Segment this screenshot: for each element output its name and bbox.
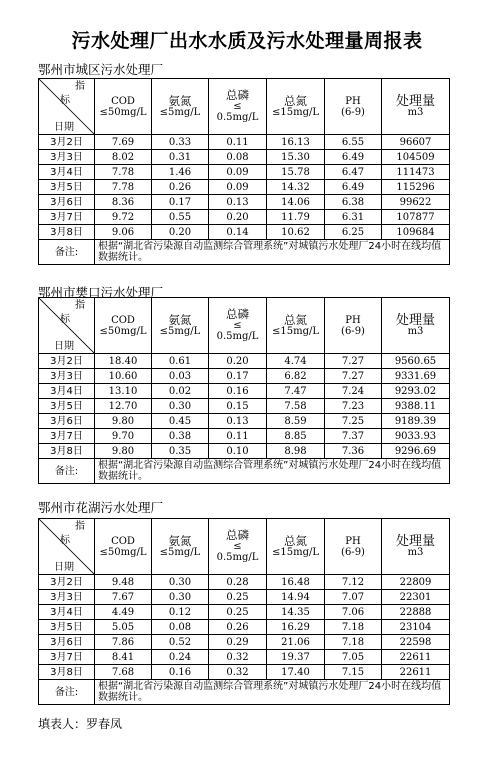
date-cell: 3月7日 bbox=[39, 650, 95, 665]
corner-label-mid: 标 bbox=[60, 95, 70, 106]
tp-cell: 0.25 bbox=[209, 590, 267, 605]
ph-cell: 6.31 bbox=[325, 210, 382, 225]
cod-cell: 8.02 bbox=[95, 150, 152, 165]
nh3-cell: 0.30 bbox=[152, 590, 209, 605]
cod-cell: 18.40 bbox=[95, 354, 152, 369]
corner-label-top: 指 bbox=[75, 300, 85, 311]
date-cell: 3月7日 bbox=[39, 210, 95, 225]
note-text: 根据“湖北省污染源自动监测综合管理系统”对城镇污水处理厂24小时在线均值数据统计。 bbox=[95, 459, 450, 484]
tp-cell: 0.32 bbox=[209, 650, 267, 665]
ph-cell: 6.25 bbox=[325, 225, 382, 240]
cod-cell: 7.78 bbox=[95, 180, 152, 195]
ph-cell: 7.07 bbox=[325, 590, 382, 605]
date-cell: 3月7日 bbox=[39, 429, 95, 444]
tp-cell: 0.32 bbox=[209, 665, 267, 680]
cod-cell: 5.05 bbox=[95, 620, 152, 635]
cod-cell: 7.69 bbox=[95, 135, 152, 150]
table-row bbox=[39, 165, 450, 180]
volume-cell: 9293.02 bbox=[382, 384, 450, 399]
table-row bbox=[39, 650, 450, 665]
nh3-cell: 0.03 bbox=[152, 369, 209, 384]
date-cell: 3月2日 bbox=[39, 354, 95, 369]
header-ph: PH (6-9) bbox=[325, 298, 382, 354]
note-label: 备注: bbox=[39, 459, 95, 484]
nh3-cell: 0.52 bbox=[152, 635, 209, 650]
date-cell: 3月4日 bbox=[39, 384, 95, 399]
table-row bbox=[39, 635, 450, 650]
header-ammonia: 氨氮 ≤5mg/L bbox=[152, 298, 209, 354]
cod-cell: 7.78 bbox=[95, 165, 152, 180]
volume-cell: 22611 bbox=[382, 665, 450, 680]
header-volume: 处理量 m3 bbox=[382, 79, 450, 135]
table-row bbox=[39, 384, 450, 399]
report-title: 污水处理厂出水水质及污水处理量周报表 bbox=[71, 30, 423, 52]
ph-cell: 6.49 bbox=[325, 180, 382, 195]
date-cell: 3月3日 bbox=[39, 150, 95, 165]
ph-cell: 7.27 bbox=[325, 369, 382, 384]
cod-cell: 9.80 bbox=[95, 444, 152, 459]
header-cod: COD ≤50mg/L bbox=[95, 298, 152, 354]
date-cell: 3月6日 bbox=[39, 414, 95, 429]
nh3-cell: 0.33 bbox=[152, 135, 209, 150]
tp-cell: 0.25 bbox=[209, 605, 267, 620]
tn-cell: 8.59 bbox=[267, 414, 325, 429]
header-corner-cell bbox=[39, 298, 95, 354]
date-cell: 3月4日 bbox=[39, 165, 95, 180]
table-row bbox=[39, 429, 450, 444]
table-row bbox=[39, 210, 450, 225]
volume-cell: 96607 bbox=[382, 135, 450, 150]
ph-cell: 6.55 bbox=[325, 135, 382, 150]
plant-name-3: 鄂州市花湖污水处理厂 bbox=[38, 500, 164, 515]
tp-cell: 0.28 bbox=[209, 575, 267, 590]
volume-cell: 22888 bbox=[382, 605, 450, 620]
ph-cell: 6.38 bbox=[325, 195, 382, 210]
nh3-cell: 0.55 bbox=[152, 210, 209, 225]
tn-cell: 7.47 bbox=[267, 384, 325, 399]
tp-cell: 0.13 bbox=[209, 195, 267, 210]
header-corner-cell bbox=[39, 79, 95, 135]
ph-cell: 7.15 bbox=[325, 665, 382, 680]
nh3-cell: 0.30 bbox=[152, 575, 209, 590]
tp-cell: 0.17 bbox=[209, 369, 267, 384]
cod-cell: 9.70 bbox=[95, 429, 152, 444]
cod-cell: 7.67 bbox=[95, 590, 152, 605]
header-total-phosphorus: 总磷 ≤ 0.5mg/L bbox=[209, 519, 267, 575]
table-row bbox=[39, 399, 450, 414]
header-total-phosphorus: 总磷 ≤ 0.5mg/L bbox=[209, 298, 267, 354]
nh3-cell: 1.46 bbox=[152, 165, 209, 180]
plant-name-1: 鄂州市城区污水处理厂 bbox=[38, 62, 164, 77]
header-corner-cell bbox=[39, 519, 95, 575]
filler-signature: 填表人：罗春凤 bbox=[38, 717, 123, 731]
tp-cell: 0.10 bbox=[209, 444, 267, 459]
nh3-cell: 0.26 bbox=[152, 180, 209, 195]
note-text: 根据“湖北省污染源自动监测综合管理系统”对城镇污水处理厂24小时在线均值数据统计。 bbox=[95, 240, 450, 265]
date-cell: 3月4日 bbox=[39, 605, 95, 620]
date-cell: 3月5日 bbox=[39, 620, 95, 635]
tn-cell: 7.58 bbox=[267, 399, 325, 414]
table-row bbox=[39, 135, 450, 150]
nh3-cell: 0.24 bbox=[152, 650, 209, 665]
cod-cell: 7.68 bbox=[95, 665, 152, 680]
date-cell: 3月3日 bbox=[39, 590, 95, 605]
cod-cell: 9.48 bbox=[95, 575, 152, 590]
table-row bbox=[39, 369, 450, 384]
volume-cell: 109684 bbox=[382, 225, 450, 240]
ph-cell: 7.23 bbox=[325, 399, 382, 414]
tp-cell: 0.20 bbox=[209, 210, 267, 225]
header-cod: COD ≤50mg/L bbox=[95, 519, 152, 575]
table-row bbox=[39, 414, 450, 429]
ph-cell: 7.12 bbox=[325, 575, 382, 590]
ph-cell: 7.36 bbox=[325, 444, 382, 459]
quality-table-3 bbox=[38, 518, 450, 705]
tn-cell: 16.48 bbox=[267, 575, 325, 590]
nh3-cell: 0.45 bbox=[152, 414, 209, 429]
nh3-cell: 0.08 bbox=[152, 620, 209, 635]
nh3-cell: 0.20 bbox=[152, 225, 209, 240]
date-cell: 3月2日 bbox=[39, 135, 95, 150]
volume-cell: 9296.69 bbox=[382, 444, 450, 459]
header-total-nitrogen: 总氮 ≤15mg/L bbox=[267, 298, 325, 354]
date-cell: 3月2日 bbox=[39, 575, 95, 590]
ph-cell: 7.18 bbox=[325, 620, 382, 635]
tn-cell: 16.29 bbox=[267, 620, 325, 635]
ph-cell: 7.27 bbox=[325, 354, 382, 369]
tp-cell: 0.29 bbox=[209, 635, 267, 650]
tn-cell: 6.82 bbox=[267, 369, 325, 384]
table-row bbox=[39, 605, 450, 620]
nh3-cell: 0.16 bbox=[152, 665, 209, 680]
table-row bbox=[39, 225, 450, 240]
date-cell: 3月6日 bbox=[39, 635, 95, 650]
tp-cell: 0.08 bbox=[209, 150, 267, 165]
table-row bbox=[39, 665, 450, 680]
corner-label-date: 日期 bbox=[54, 122, 74, 133]
quality-table-1 bbox=[38, 78, 450, 265]
ph-cell: 7.18 bbox=[325, 635, 382, 650]
corner-label-date: 日期 bbox=[54, 562, 74, 573]
volume-cell: 22611 bbox=[382, 650, 450, 665]
cod-cell: 12.70 bbox=[95, 399, 152, 414]
volume-cell: 22598 bbox=[382, 635, 450, 650]
volume-cell: 22301 bbox=[382, 590, 450, 605]
plant-name-2: 鄂州市樊口污水处理厂 bbox=[38, 285, 164, 300]
ph-cell: 7.37 bbox=[325, 429, 382, 444]
volume-cell: 9033.93 bbox=[382, 429, 450, 444]
ph-cell: 6.49 bbox=[325, 150, 382, 165]
volume-cell: 104509 bbox=[382, 150, 450, 165]
note-label: 备注: bbox=[39, 680, 95, 705]
nh3-cell: 0.12 bbox=[152, 605, 209, 620]
header-ammonia: 氨氮 ≤5mg/L bbox=[152, 79, 209, 135]
table-row bbox=[39, 575, 450, 590]
tn-cell: 14.35 bbox=[267, 605, 325, 620]
tn-cell: 4.74 bbox=[267, 354, 325, 369]
tp-cell: 0.11 bbox=[209, 135, 267, 150]
tn-cell: 10.62 bbox=[267, 225, 325, 240]
nh3-cell: 0.35 bbox=[152, 444, 209, 459]
header-volume: 处理量 m3 bbox=[382, 519, 450, 575]
date-cell: 3月6日 bbox=[39, 195, 95, 210]
date-cell: 3月8日 bbox=[39, 665, 95, 680]
tp-cell: 0.14 bbox=[209, 225, 267, 240]
ph-cell: 7.06 bbox=[325, 605, 382, 620]
volume-cell: 23104 bbox=[382, 620, 450, 635]
volume-cell: 9388.11 bbox=[382, 399, 450, 414]
volume-cell: 9189.39 bbox=[382, 414, 450, 429]
tn-cell: 19.37 bbox=[267, 650, 325, 665]
header-cod: COD ≤50mg/L bbox=[95, 79, 152, 135]
table-row bbox=[39, 180, 450, 195]
nh3-cell: 0.17 bbox=[152, 195, 209, 210]
cod-cell: 9.72 bbox=[95, 210, 152, 225]
tn-cell: 15.30 bbox=[267, 150, 325, 165]
tp-cell: 0.15 bbox=[209, 399, 267, 414]
volume-cell: 9560.65 bbox=[382, 354, 450, 369]
header-total-phosphorus: 总磷 ≤ 0.5mg/L bbox=[209, 79, 267, 135]
nh3-cell: 0.38 bbox=[152, 429, 209, 444]
tp-cell: 0.09 bbox=[209, 180, 267, 195]
tp-cell: 0.26 bbox=[209, 620, 267, 635]
table-row bbox=[39, 620, 450, 635]
volume-cell: 115296 bbox=[382, 180, 450, 195]
tn-cell: 8.85 bbox=[267, 429, 325, 444]
date-cell: 3月8日 bbox=[39, 444, 95, 459]
table-row bbox=[39, 354, 450, 369]
cod-cell: 13.10 bbox=[95, 384, 152, 399]
header-total-nitrogen: 总氮 ≤15mg/L bbox=[267, 519, 325, 575]
nh3-cell: 0.30 bbox=[152, 399, 209, 414]
ph-cell: 7.05 bbox=[325, 650, 382, 665]
corner-label-mid: 标 bbox=[60, 535, 70, 546]
volume-cell: 99622 bbox=[382, 195, 450, 210]
quality-table-2 bbox=[38, 297, 450, 484]
date-cell: 3月3日 bbox=[39, 369, 95, 384]
cod-cell: 4.49 bbox=[95, 605, 152, 620]
tp-cell: 0.11 bbox=[209, 429, 267, 444]
cod-cell: 10.60 bbox=[95, 369, 152, 384]
volume-cell: 22809 bbox=[382, 575, 450, 590]
tn-cell: 16.13 bbox=[267, 135, 325, 150]
date-cell: 3月8日 bbox=[39, 225, 95, 240]
tp-cell: 0.13 bbox=[209, 414, 267, 429]
header-total-nitrogen: 总氮 ≤15mg/L bbox=[267, 79, 325, 135]
table-row bbox=[39, 444, 450, 459]
tn-cell: 17.40 bbox=[267, 665, 325, 680]
cod-cell: 7.86 bbox=[95, 635, 152, 650]
tn-cell: 11.79 bbox=[267, 210, 325, 225]
nh3-cell: 0.61 bbox=[152, 354, 209, 369]
tp-cell: 0.16 bbox=[209, 384, 267, 399]
date-cell: 3月5日 bbox=[39, 399, 95, 414]
ph-cell: 7.25 bbox=[325, 414, 382, 429]
volume-cell: 107877 bbox=[382, 210, 450, 225]
tn-cell: 21.06 bbox=[267, 635, 325, 650]
cod-cell: 9.80 bbox=[95, 414, 152, 429]
tp-cell: 0.20 bbox=[209, 354, 267, 369]
tn-cell: 15.78 bbox=[267, 165, 325, 180]
table-row bbox=[39, 150, 450, 165]
header-ph: PH (6-9) bbox=[325, 519, 382, 575]
nh3-cell: 0.02 bbox=[152, 384, 209, 399]
header-ph: PH (6-9) bbox=[325, 79, 382, 135]
tn-cell: 14.32 bbox=[267, 180, 325, 195]
note-text: 根据“湖北省污染源自动监测综合管理系统”对城镇污水处理厂24小时在线均值数据统计。 bbox=[95, 680, 450, 705]
table-row bbox=[39, 195, 450, 210]
ph-cell: 6.47 bbox=[325, 165, 382, 180]
header-volume: 处理量 m3 bbox=[382, 298, 450, 354]
tn-cell: 8.98 bbox=[267, 444, 325, 459]
cod-cell: 8.41 bbox=[95, 650, 152, 665]
volume-cell: 9331.69 bbox=[382, 369, 450, 384]
tn-cell: 14.06 bbox=[267, 195, 325, 210]
ph-cell: 7.24 bbox=[325, 384, 382, 399]
cod-cell: 9.06 bbox=[95, 225, 152, 240]
corner-label-top: 指 bbox=[75, 81, 85, 92]
note-label: 备注: bbox=[39, 240, 95, 265]
corner-label-date: 日期 bbox=[54, 341, 74, 352]
volume-cell: 111473 bbox=[382, 165, 450, 180]
date-cell: 3月5日 bbox=[39, 180, 95, 195]
table-row bbox=[39, 590, 450, 605]
tp-cell: 0.09 bbox=[209, 165, 267, 180]
cod-cell: 8.36 bbox=[95, 195, 152, 210]
nh3-cell: 0.31 bbox=[152, 150, 209, 165]
tn-cell: 14.94 bbox=[267, 590, 325, 605]
corner-label-top: 指 bbox=[75, 521, 85, 532]
header-ammonia: 氨氮 ≤5mg/L bbox=[152, 519, 209, 575]
corner-label-mid: 标 bbox=[60, 314, 70, 325]
